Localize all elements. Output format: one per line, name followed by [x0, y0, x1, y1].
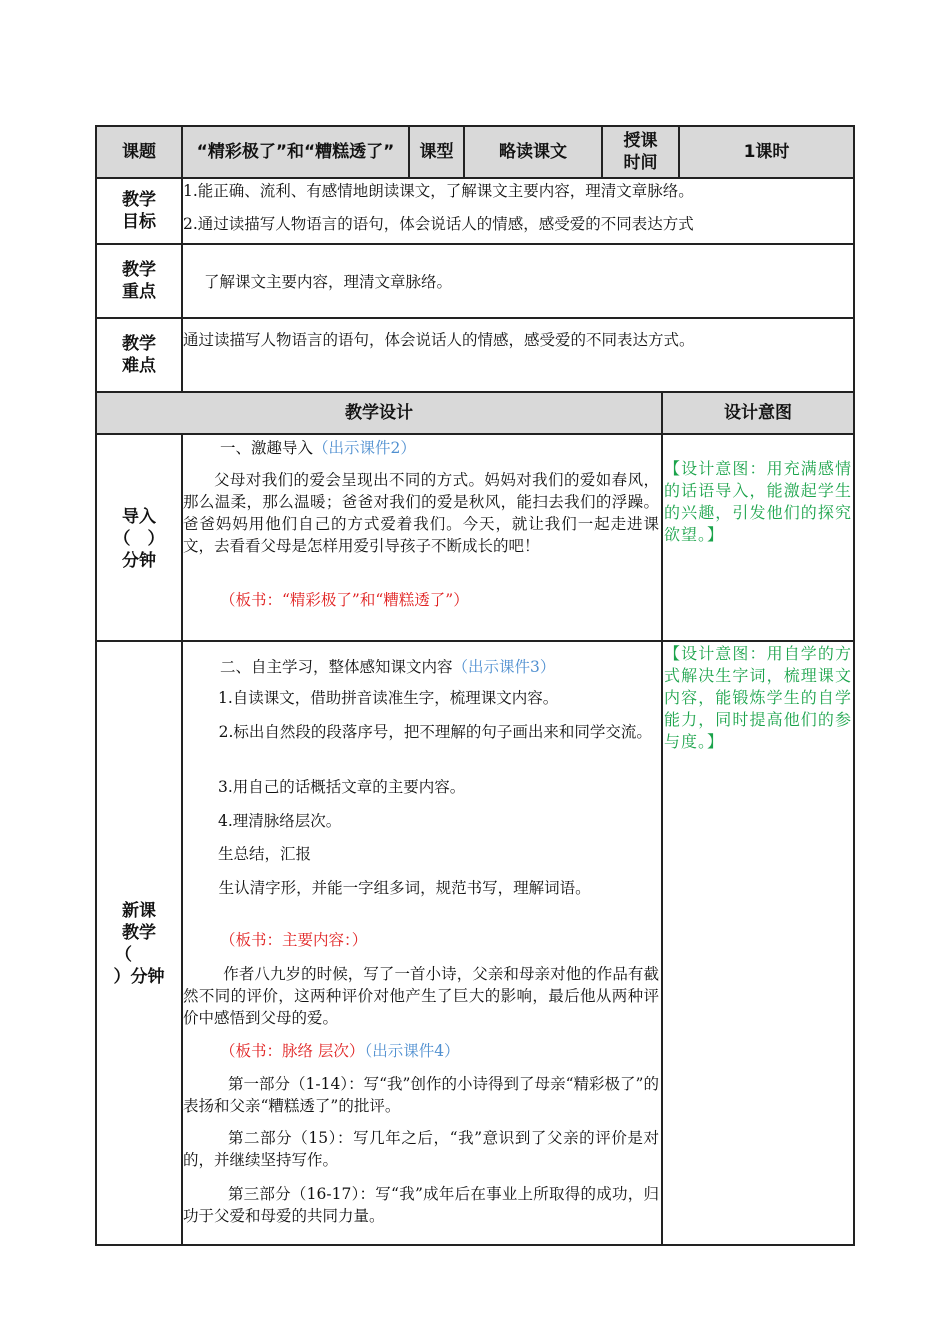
- hours-label: 授课时间: [623, 131, 658, 173]
- goals-label: 教学目标: [122, 190, 156, 232]
- newlesson-label-line: 教学: [122, 923, 156, 943]
- intro-label-line: 分钟: [122, 551, 156, 571]
- newlesson-board-2: [220, 1040, 660, 1062]
- hours-value: 1课时: [743, 142, 790, 162]
- intro-label-line: 导入: [122, 507, 156, 527]
- newlesson-content: 作者八九岁的时候，写了一首小诗，父亲和母亲对他的作品有截然不同的评价，这两种评价对他产生了巨大的影响，最后他从两种评价中感悟到父母的爱。: [183, 965, 659, 1027]
- newlesson-label-line: 新课: [122, 901, 156, 921]
- intro-heading-text: 一、激趣导入: [220, 439, 314, 457]
- focus-text: 了解课文主要内容，理清文章脉络。: [204, 273, 453, 291]
- newlesson-summary: 生总结，汇报: [218, 845, 312, 863]
- row-line: [95, 243, 855, 245]
- intro-body: 父母对我们的爱会呈现出不同的方式。妈妈对我们的爱如春风，那么温柔，那么温暖；爸爸对我们的爱是秋风，能扫去我们的浮躁。爸爸妈妈用他们自己的方式爱着我们。今天，就让我们一起走进课文，去看看父母是怎样用爱引导孩子不断成长的吧！: [183, 471, 659, 555]
- row-line: [95, 317, 855, 319]
- newlesson-board-2-text: （板书：脉络 层次）: [220, 1042, 365, 1060]
- intro-label-line: （ ）: [113, 529, 165, 549]
- newlesson-step-1: 1.自读课文，借助拼音读准生字，梳理课文内容。: [218, 689, 559, 707]
- type-label: 课型: [419, 142, 454, 162]
- newlesson-part-2: 第二部分（15）：写几年之后，“我”意识到了父亲的评价是对的，并继续坚持写作。: [183, 1129, 659, 1169]
- row-line: [95, 640, 855, 642]
- newlesson-part-3: 第三部分（16-17）：写“我”成年后在事业上所取得的成功，归功于父爱和母爱的共同力量。: [183, 1185, 659, 1225]
- goal-item-2: 2.通过读描写人物语言的语句，体会说话人的情感，感受爱的不同表达方式: [183, 215, 694, 233]
- newlesson-step-3: 3.用自己的话概括文章的主要内容。: [218, 778, 466, 796]
- newlesson-label-line: （: [115, 945, 132, 965]
- intro-heading-ref: （出示课件2）: [313, 439, 416, 457]
- row-line: [95, 433, 855, 435]
- difficulty-label: 教学难点: [122, 334, 156, 376]
- intro-label: [97, 506, 181, 572]
- newlesson-board-2-ref: （出示课件4）: [364, 1042, 460, 1060]
- subject-value: “精彩极了”和“糟糕透了”: [196, 142, 395, 162]
- table-border-right: [853, 125, 855, 1246]
- newlesson-words: 生认清字形，并能一字组多词，规范书写，理解词语。: [218, 879, 591, 897]
- newlesson-label: [97, 900, 181, 988]
- newlesson-label-line: ）分钟: [113, 967, 165, 987]
- intro-heading: [220, 437, 650, 459]
- newlesson-heading: [220, 656, 660, 678]
- subject-label: 课题: [122, 142, 156, 162]
- intent-column-title: 设计意图: [724, 403, 792, 423]
- intro-board: （板书：“精彩极了”和“糟糕透了”）: [220, 591, 469, 609]
- col-line: [181, 177, 183, 391]
- newlesson-intent: 【设计意图：用自学的方式解决生字词，梳理课文内容，能锻炼学生的自学能力，同时提高他们的参与度。】: [664, 644, 852, 751]
- newlesson-heading-ref: （出示课件3）: [452, 658, 556, 676]
- goal-item-1: 1.能正确、流利、有感情地朗读课文，了解课文主要内容，理清文章脉络。: [183, 182, 694, 200]
- difficulty-text: 通过读描写人物语言的语句，体会说话人的情感，感受爱的不同表达方式。: [183, 331, 695, 349]
- newlesson-part-1: 第一部分（1-14）：写“我”创作的小诗得到了母亲“精彩极了”的表扬和父亲“糟糕透了”的批评。: [183, 1075, 659, 1115]
- col-line: [661, 391, 663, 1246]
- newlesson-step-4: 4.理清脉络层次。: [218, 812, 342, 830]
- newlesson-heading-text: 二、自主学习，整体感知课文内容: [220, 658, 453, 676]
- newlesson-board-1: （板书：主要内容：）: [220, 931, 368, 949]
- newlesson-step-2: 2.标出自然段的段落序号，把不理解的句子画出来和同学交流。: [218, 723, 652, 741]
- type-value: 略读课文: [499, 142, 567, 162]
- focus-label: 教学重点: [122, 260, 156, 302]
- intro-intent: 【设计意图：用充满感情的话语导入，能激起学生的兴趣，引发他们的探究欲望。】: [664, 459, 852, 544]
- design-column-title: 教学设计: [345, 403, 413, 423]
- table-border-bottom: [95, 1244, 855, 1246]
- row-line: [95, 177, 855, 179]
